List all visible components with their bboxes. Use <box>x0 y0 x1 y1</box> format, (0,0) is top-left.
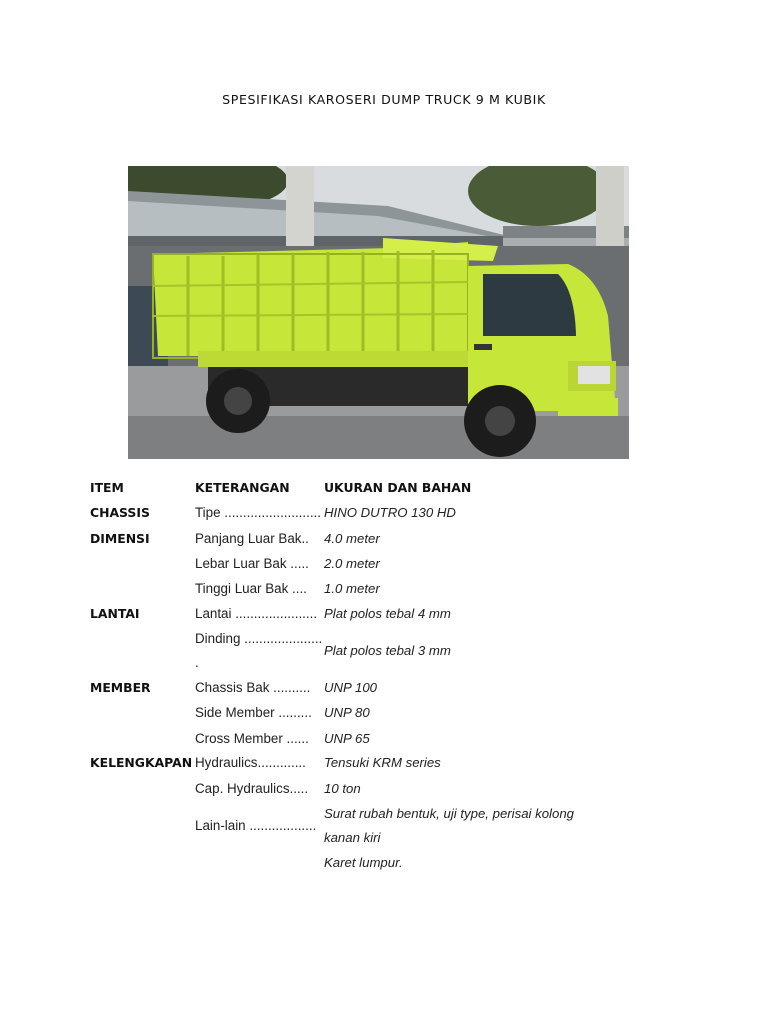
table-row <box>0 855 768 879</box>
table-row <box>0 505 768 529</box>
row-value: 2.0 meter <box>324 556 380 571</box>
row-value: Karet lumpur. <box>324 855 403 870</box>
table-header-row <box>0 480 768 504</box>
table-row <box>0 781 768 805</box>
row-value: UNP 65 <box>324 731 370 746</box>
table-row <box>0 581 768 605</box>
row-value: Tensuki KRM series <box>324 755 441 770</box>
row-keterangan: Tipe .......................... <box>195 505 322 520</box>
table-row <box>0 606 768 630</box>
row-value: 10 ton <box>324 781 361 796</box>
row-value-continuation: kanan kiri <box>324 830 381 845</box>
row-value: Plat polos tebal 3 mm <box>324 643 451 658</box>
row-keterangan: Cap. Hydraulics..... <box>195 781 309 796</box>
dump-truck-photo <box>128 166 629 459</box>
header-item: ITEM <box>90 480 124 495</box>
row-item: MEMBER <box>90 680 151 695</box>
row-item: CHASSIS <box>90 505 150 520</box>
table-row <box>0 531 768 555</box>
table-row <box>0 631 768 671</box>
row-keterangan: Chassis Bak .......... <box>195 680 311 695</box>
table-row <box>0 680 768 704</box>
table-row <box>0 705 768 729</box>
table-row <box>0 731 768 755</box>
row-keterangan: Hydraulics............. <box>195 755 306 770</box>
row-keterangan-continuation: . <box>195 655 199 670</box>
table-row <box>0 556 768 580</box>
row-keterangan: Tinggi Luar Bak .... <box>195 581 307 596</box>
row-keterangan: Dinding ..................... <box>195 631 323 646</box>
row-keterangan: Lantai ...................... <box>195 606 318 621</box>
row-item: LANTAI <box>90 606 140 621</box>
row-keterangan: Panjang Luar Bak.. <box>195 531 309 546</box>
row-keterangan: Cross Member ...... <box>195 731 309 746</box>
row-value: Plat polos tebal 4 mm <box>324 606 451 621</box>
row-value: UNP 80 <box>324 705 370 720</box>
table-row <box>0 755 768 779</box>
row-item: KELENGKAPAN <box>90 755 193 770</box>
table-row <box>0 806 768 854</box>
header-ukuran: UKURAN DAN BAHAN <box>324 480 472 495</box>
row-keterangan: Side Member ......... <box>195 705 312 720</box>
row-value: UNP 100 <box>324 680 378 695</box>
document-title: SPESIFIKASI KAROSERI DUMP TRUCK 9 M KUBIK <box>222 92 546 107</box>
row-keterangan: Lebar Luar Bak ..... <box>195 556 309 571</box>
row-value: HINO DUTRO 130 HD <box>324 505 456 520</box>
header-keterangan: KETERANGAN <box>195 480 290 495</box>
row-item: DIMENSI <box>90 531 150 546</box>
row-value: 1.0 meter <box>324 581 380 596</box>
row-value: 4.0 meter <box>324 531 380 546</box>
row-keterangan: Lain-lain .................. <box>195 818 317 833</box>
row-value: Surat rubah bentuk, uji type, perisai kolong <box>324 806 574 821</box>
